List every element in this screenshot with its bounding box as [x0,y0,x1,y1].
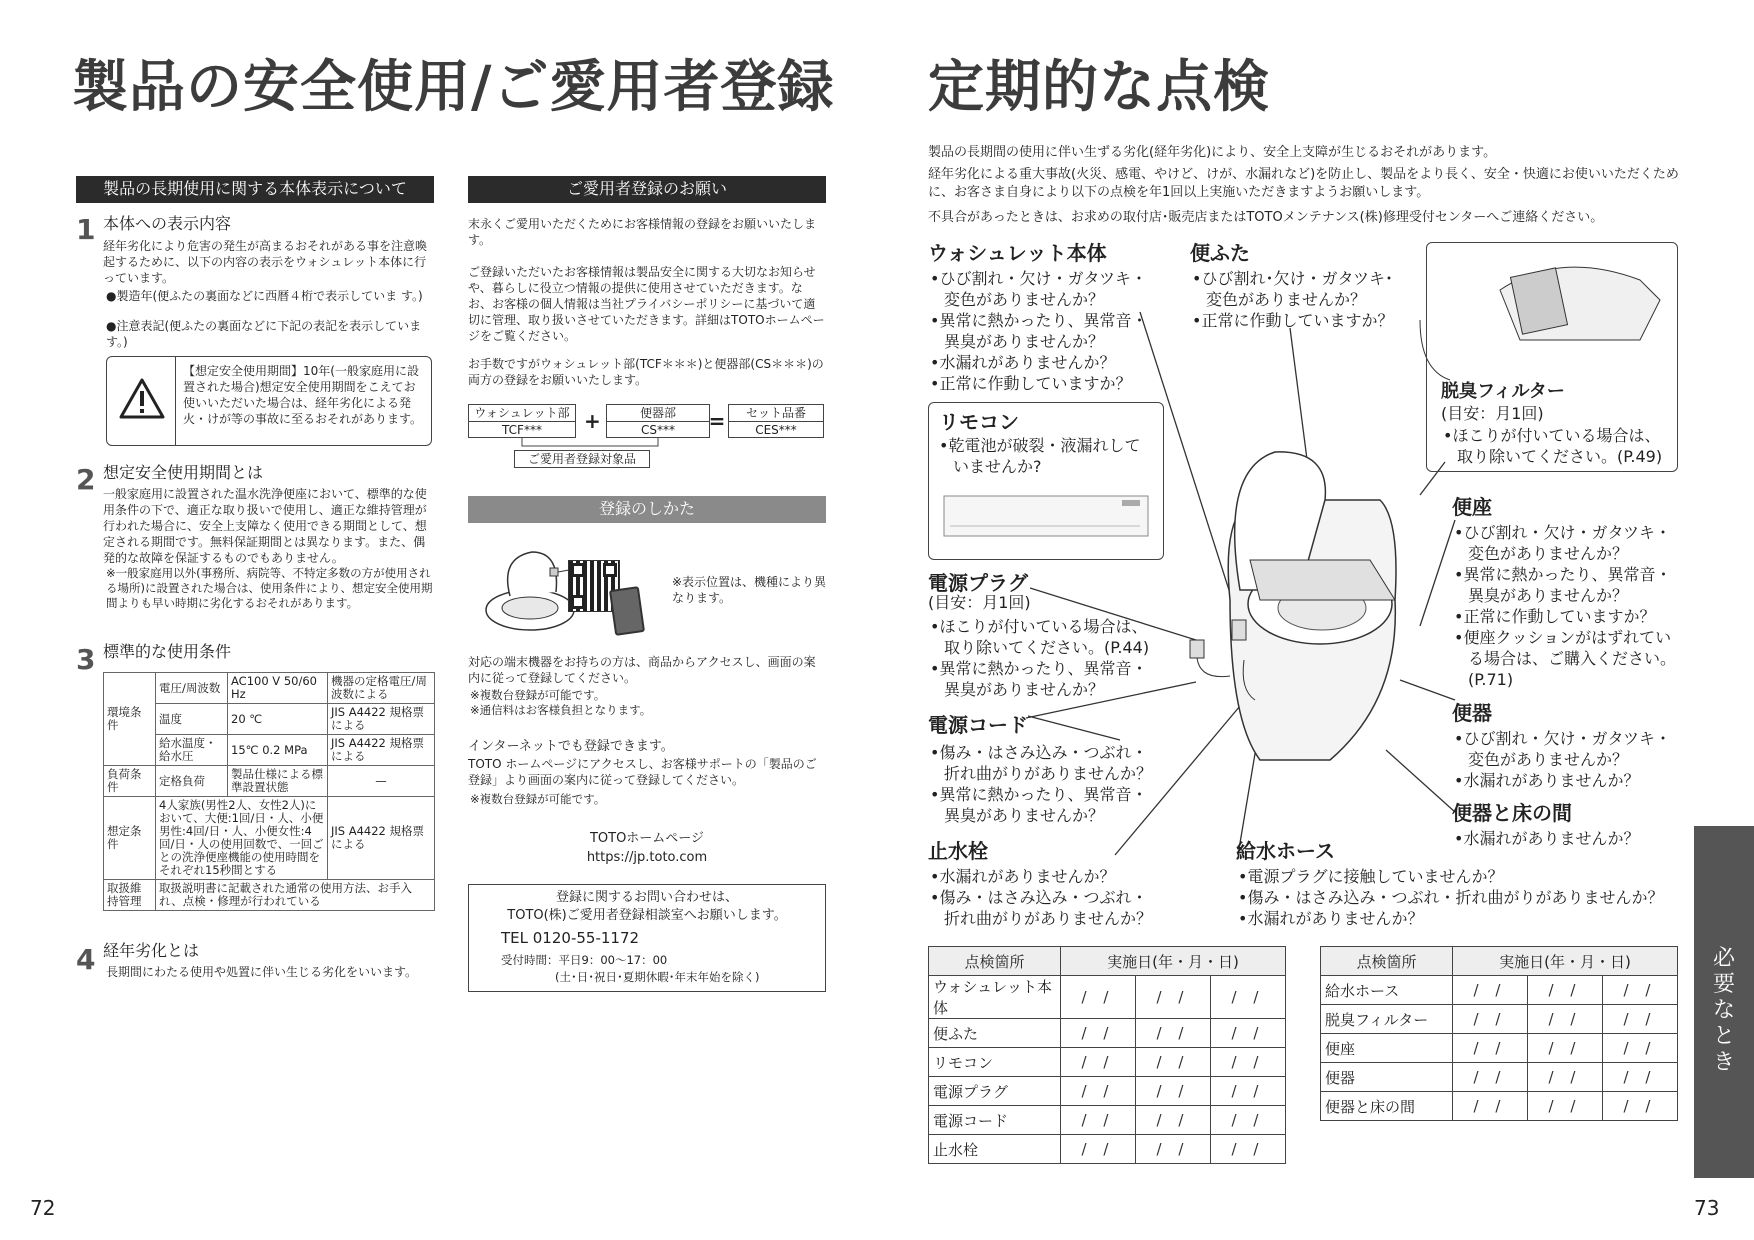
inspection-date-cell[interactable]: / / [1602,976,1677,1005]
bullet-manufacture-year: ●製造年(便ふたの裏面などに西暦４桁で表示していま す。) [106,289,423,303]
inspection-date-cell[interactable]: / / [1061,1135,1136,1164]
section-bar-registration: ご愛用者登録のお願い [468,176,826,203]
hose-title: 給水ホース [1236,839,1335,863]
reg-paragraph: 対応の端末機器をお持ちの方は、商品からアクセスし、画面の案内に従って登録してください。 [468,655,816,685]
inspection-date-cell[interactable]: / / [1210,1077,1285,1106]
inspection-date-cell[interactable]: / / [1210,1019,1285,1048]
reg-paragraph: 末永くご愛用いただくためにお客様情報の登録をお願いいたします。 [468,217,817,247]
hose-checks: •電源プラグに接触していませんか？ •傷み・はさみ込み・つぶれ・折れ曲がりがありませんか？ •水漏れがありませんか？ [1238,867,1664,928]
inspection-date-cell[interactable]: / / [1602,1005,1677,1034]
remote-box: リモコン •乾電池が破裂・液漏れして いませんか? [928,402,1164,560]
reg-paragraph: ご登録いただいたお客様情報は製品安全に関する大切なお知らせや、暮らしに役立つ情報の提供に使用させていただきます。なお、お客様の個人情報は当社プライバシーポリシーに基づいて適切に管理、取り扱いさせていただきます。詳細はTOTOホームページをご覧ください。 [468,265,825,343]
bowl-title: 便器 [1452,701,1492,725]
inspection-row [1321,1063,1678,1092]
lid-checks: •ひび割れ･欠け・ガタツキ･ 変色がありませんか？ •正常に作動していますか？ [1192,269,1394,330]
contact-box: 登録に関するお問い合わせは、 TOTO(株)ご愛用者登録相談室へお願いします。 TEL 0120-55-1172 受付時間：平日9：00～17：00 (土･日･祝日･夏期休暇･年末年始を除く) [468,884,826,992]
section-bar-how-to-register: 登録のしかた [468,496,826,523]
inspection-date-cell[interactable]: / / [1135,1077,1210,1106]
page-title-right: 定期的な点検 [928,55,1270,120]
inspection-log-table-1: 点検箇所 実施日(年・月・日) ウォシュレット本体 / / / / / / 便ふた / / / / / / リモコン / / / / / / 電源プラグ / / / / / / 電源コード / / / / / / 止水栓 / / / / / / [928,946,1286,1164]
step-body: 経年劣化により危害の発生が高まるおそれがある事を注意喚起するために、以下の内容の表示をウォシュレット本体に行っています。 [103,239,428,285]
position-note: ※表示位置は、機種により異なります。 [672,575,827,605]
inspection-date-cell[interactable]: / / [1602,1034,1677,1063]
internet-heading: インターネットでも登録できます。 [468,739,674,754]
reg-note: ※複数台登録が可能です。 [470,688,606,702]
step-number: 1 [76,213,96,246]
bowl-code-box: 便器部 CS*** [606,404,710,438]
inspection-place: リモコン [929,1048,1061,1077]
inspection-place: 便器 [1321,1063,1453,1092]
page-number-right: 73 [1694,1196,1720,1220]
inspection-date-cell[interactable]: / / [1527,1005,1602,1034]
step-number: 3 [76,643,96,676]
set-code-box: セット品番 CES*** [728,404,824,438]
reg-paragraph: お手数ですがウォシュレット部(TCF＊＊＊)と便器部(CS＊＊＊)の両方の登録をお願いいたします。 [468,357,824,387]
inspection-date-cell[interactable]: / / [1453,1005,1528,1034]
inspection-place: 便座 [1321,1034,1453,1063]
page-title-left: 製品の安全使用/ご愛用者登録 [72,55,835,120]
bowl-checks: •ひび割れ・欠け・ガタツキ・ 変色がありませんか？ •水漏れがありませんか？ [1454,729,1671,790]
inspection-date-cell[interactable]: / / [1453,1034,1528,1063]
step-number: 4 [76,943,96,976]
plus-sign: + [584,409,601,433]
inspection-row [929,1019,1286,1048]
section-bar-long-term-use: 製品の長期使用に関する本体表示について [76,176,434,203]
inspection-date-cell[interactable]: / / [1527,1092,1602,1121]
inspection-row [929,1135,1286,1164]
inspection-date-cell[interactable]: / / [1061,1048,1136,1077]
inspection-row [1321,1005,1678,1034]
inspection-place: 電源コード [929,1106,1061,1135]
lid-title: 便ふた [1190,241,1250,265]
cord-checks: •傷み・はさみ込み・つぶれ・ 折れ曲がりがありませんか？ •異常に熱かったり、異常音・ 異臭がありませんか？ [930,743,1153,825]
inspection-row [929,1077,1286,1106]
inspection-date-cell[interactable]: / / [1453,976,1528,1005]
registration-target-box: ご愛用者登録対象品 [514,450,650,468]
washlet-checks: •ひび割れ・欠け・ガタツキ・ 変色がありませんか？ •異常に熱かったり、異常音・ 異臭がありませんか？ •水漏れがありませんか？ •正常に作動していますか？ [930,269,1148,393]
washlet-code-box: ウォシュレット部 TCF*** [468,404,576,438]
plug-frequency: (目安：月1回) [928,593,1031,612]
step-title: 経年劣化とは [103,941,200,960]
page-number-left: 72 [30,1196,56,1220]
inspection-place: 電源プラグ [929,1077,1061,1106]
usage-conditions-table: 環境条件 電圧/周波数 AC100 V 50/60 Hz 機器の定格電圧/周波数による 温度 20 ℃ JIS A4422 規格票による 給水温度・給水圧 15℃ 0.2 MPa JIS A4422 規格票による 負荷条件 定格負荷 製品仕様による標準設置状態 — 想定条件 4人家族(男性2人、女性2人)において、大便:1回/日・人、小便男性:4回/日・人、小便女性:4回/日・人の使用回数で、一回ごとの洗浄便座機能の使用時間をそれぞれ15秒間とする JIS A4422 規格票による 取扱維持管理 取扱説明書に記載された通常の使用方法、お手入れ、点検・修理が行われている [103,672,435,911]
toilet-illustration [1190,452,1396,760]
inspection-date-cell[interactable]: / / [1453,1063,1528,1092]
step-title: 標準的な使用条件 [103,642,232,661]
plug-checks: •ほこりが付いている場合は、 取り除いてください。(P.44) •異常に熱かったり、異常音・ 異臭がありませんか？ [930,617,1150,699]
inspection-date-cell[interactable]: / / [1527,1063,1602,1092]
plug-title: 電源プラグ [928,571,1028,595]
inspection-date-cell[interactable]: / / [1061,1106,1136,1135]
inspection-date-cell[interactable]: / / [1453,1092,1528,1121]
step-title: 想定安全使用期間とは [103,463,264,482]
inspection-place: 給水ホース [1321,976,1453,1005]
inspection-date-cell[interactable]: / / [1061,1077,1136,1106]
deodorizer-filter-box: 脱臭フィルター (目安：月1回) •ほこりが付いている場合は、 取り除いてください。(P.49) [1426,242,1678,472]
warning-text: 【想定安全使用期間】10年(一般家庭用に設置された場合)想定安全使用期間をこえてお使いいただいた場合は、経年劣化による発火・けが等の事故に至るおそれがあります。 [183,364,423,426]
inspection-place: 便器と床の間 [1321,1092,1453,1121]
inspection-row [929,1106,1286,1135]
inspection-date-cell[interactable]: / / [1210,1106,1285,1135]
inspection-date-cell[interactable]: / / [1135,1106,1210,1135]
inspection-row [1321,1092,1678,1121]
inspection-date-cell[interactable]: / / [1135,1135,1210,1164]
cord-title: 電源コード [928,713,1028,737]
inspection-date-cell[interactable]: / / [1135,976,1210,1019]
homepage-url[interactable]: https://jp.toto.com [586,850,708,865]
reg-note: ※通信料はお客様負担となります。 [470,703,652,717]
seat-title: 便座 [1452,495,1492,519]
inspection-place: ウォシュレット本体 [929,976,1061,1019]
side-tab-when-needed[interactable]: 必要なとき [1694,826,1754,1178]
inspection-row [1321,1034,1678,1063]
step-body: 長期間にわたる使用や処置に伴い生じる劣化をいいます。 [106,965,418,979]
inspection-place: 脱臭フィルター [1321,1005,1453,1034]
inspection-date-cell[interactable]: / / [1527,1034,1602,1063]
valve-title: 止水栓 [928,839,988,863]
inspection-date-cell[interactable]: / / [1061,1019,1136,1048]
inspection-date-cell[interactable]: / / [1135,1048,1210,1077]
step-title: 本体への表示内容 [103,214,232,233]
inspection-place: 便ふた [929,1019,1061,1048]
inspection-date-cell[interactable]: / / [1602,1063,1677,1092]
intro-line: 不具合があったときは、お求めの取付店･販売店またはTOTOメンテナンス(株)修理受付センターへご連絡ください。 [928,210,1604,225]
inspection-date-cell[interactable]: / / [1527,976,1602,1005]
floor-title: 便器と床の間 [1452,801,1572,825]
reg-paragraph: TOTO ホームページにアクセスし、お客様サポートの「製品のご登録」より画面の案内に従って登録してください。 [468,757,817,787]
seat-checks: •ひび割れ・欠け・ガタツキ・ 変色がありませんか？ •異常に熱かったり、異常音・ 異臭がありませんか？ •正常に作動していますか？ •便座クッションがはずれてい る場合は、ご購入ください。 (P.71) [1454,523,1677,689]
inspection-date-cell[interactable]: / / [1061,976,1136,1019]
bullet-caution-label: ●注意表記(便ふたの裏面などに下記の表記を表示していま す。) [106,319,422,349]
inspection-row [929,1048,1286,1077]
inspection-date-cell[interactable]: / / [1602,1092,1677,1121]
inspection-place: 止水栓 [929,1135,1061,1164]
floor-checks: •水漏れがありませんか？ [1454,829,1640,848]
washlet-title: ウォシュレット本体 [928,241,1107,265]
step-note: ※一般家庭用以外(事務所、病院等、不特定多数の方が使用される場所)に設置された場合は、使用条件により、想定安全使用期間よりも早い時期に劣化するおそれがあります。 [106,566,433,610]
homepage-label: TOTOホームページ [589,831,705,846]
inspection-date-cell[interactable]: / / [1210,1048,1285,1077]
intro-line: 製品の長期間の使用に伴い生ずる劣化(経年劣化)により、安全上支障が生じるおそれがあります。 [928,145,1497,160]
inspection-date-cell[interactable]: / / [1210,976,1285,1019]
inspection-date-cell[interactable]: / / [1210,1135,1285,1164]
step-body: 一般家庭用に設置された温水洗浄便座において、標準的な使用条件の下で、適正な取り扱いで使用し、適正な維持管理が行われた場合に、安全上支障なく使用できる期間として、想定される期間です。無料保証期間とは異なります。また、偶発的な故障を保証するものでもありません。 [103,487,427,565]
reg-note: ※複数台登録が可能です。 [470,792,606,806]
intro-line: 経年劣化による重大事故(火災、感電、やけど、けが、水漏れなど)を防止し、製品をより長く、安全・快適にお使いいただくために、お客さま自身により以下の点検を年1回以上実施いただきますようお願いします。 [928,167,1679,200]
inspection-row [1321,976,1678,1005]
inspection-date-cell[interactable]: / / [1135,1019,1210,1048]
inspection-log-table-2: 点検箇所 実施日(年・月・日) 給水ホース / / / / / / 脱臭フィルター / / / / / / 便座 / / / / / / 便器 / / / / / / 便器と床の間 / / / / / / [1320,946,1678,1121]
valve-checks: •水漏れがありませんか？ •傷み・はさみ込み・つぶれ・ 折れ曲がりがありませんか？ [930,867,1153,928]
phone-number: TEL 0120-55-1172 [501,929,640,947]
equals-sign: = [708,409,726,433]
inspection-row [929,976,1286,1019]
step-number: 2 [76,463,96,496]
